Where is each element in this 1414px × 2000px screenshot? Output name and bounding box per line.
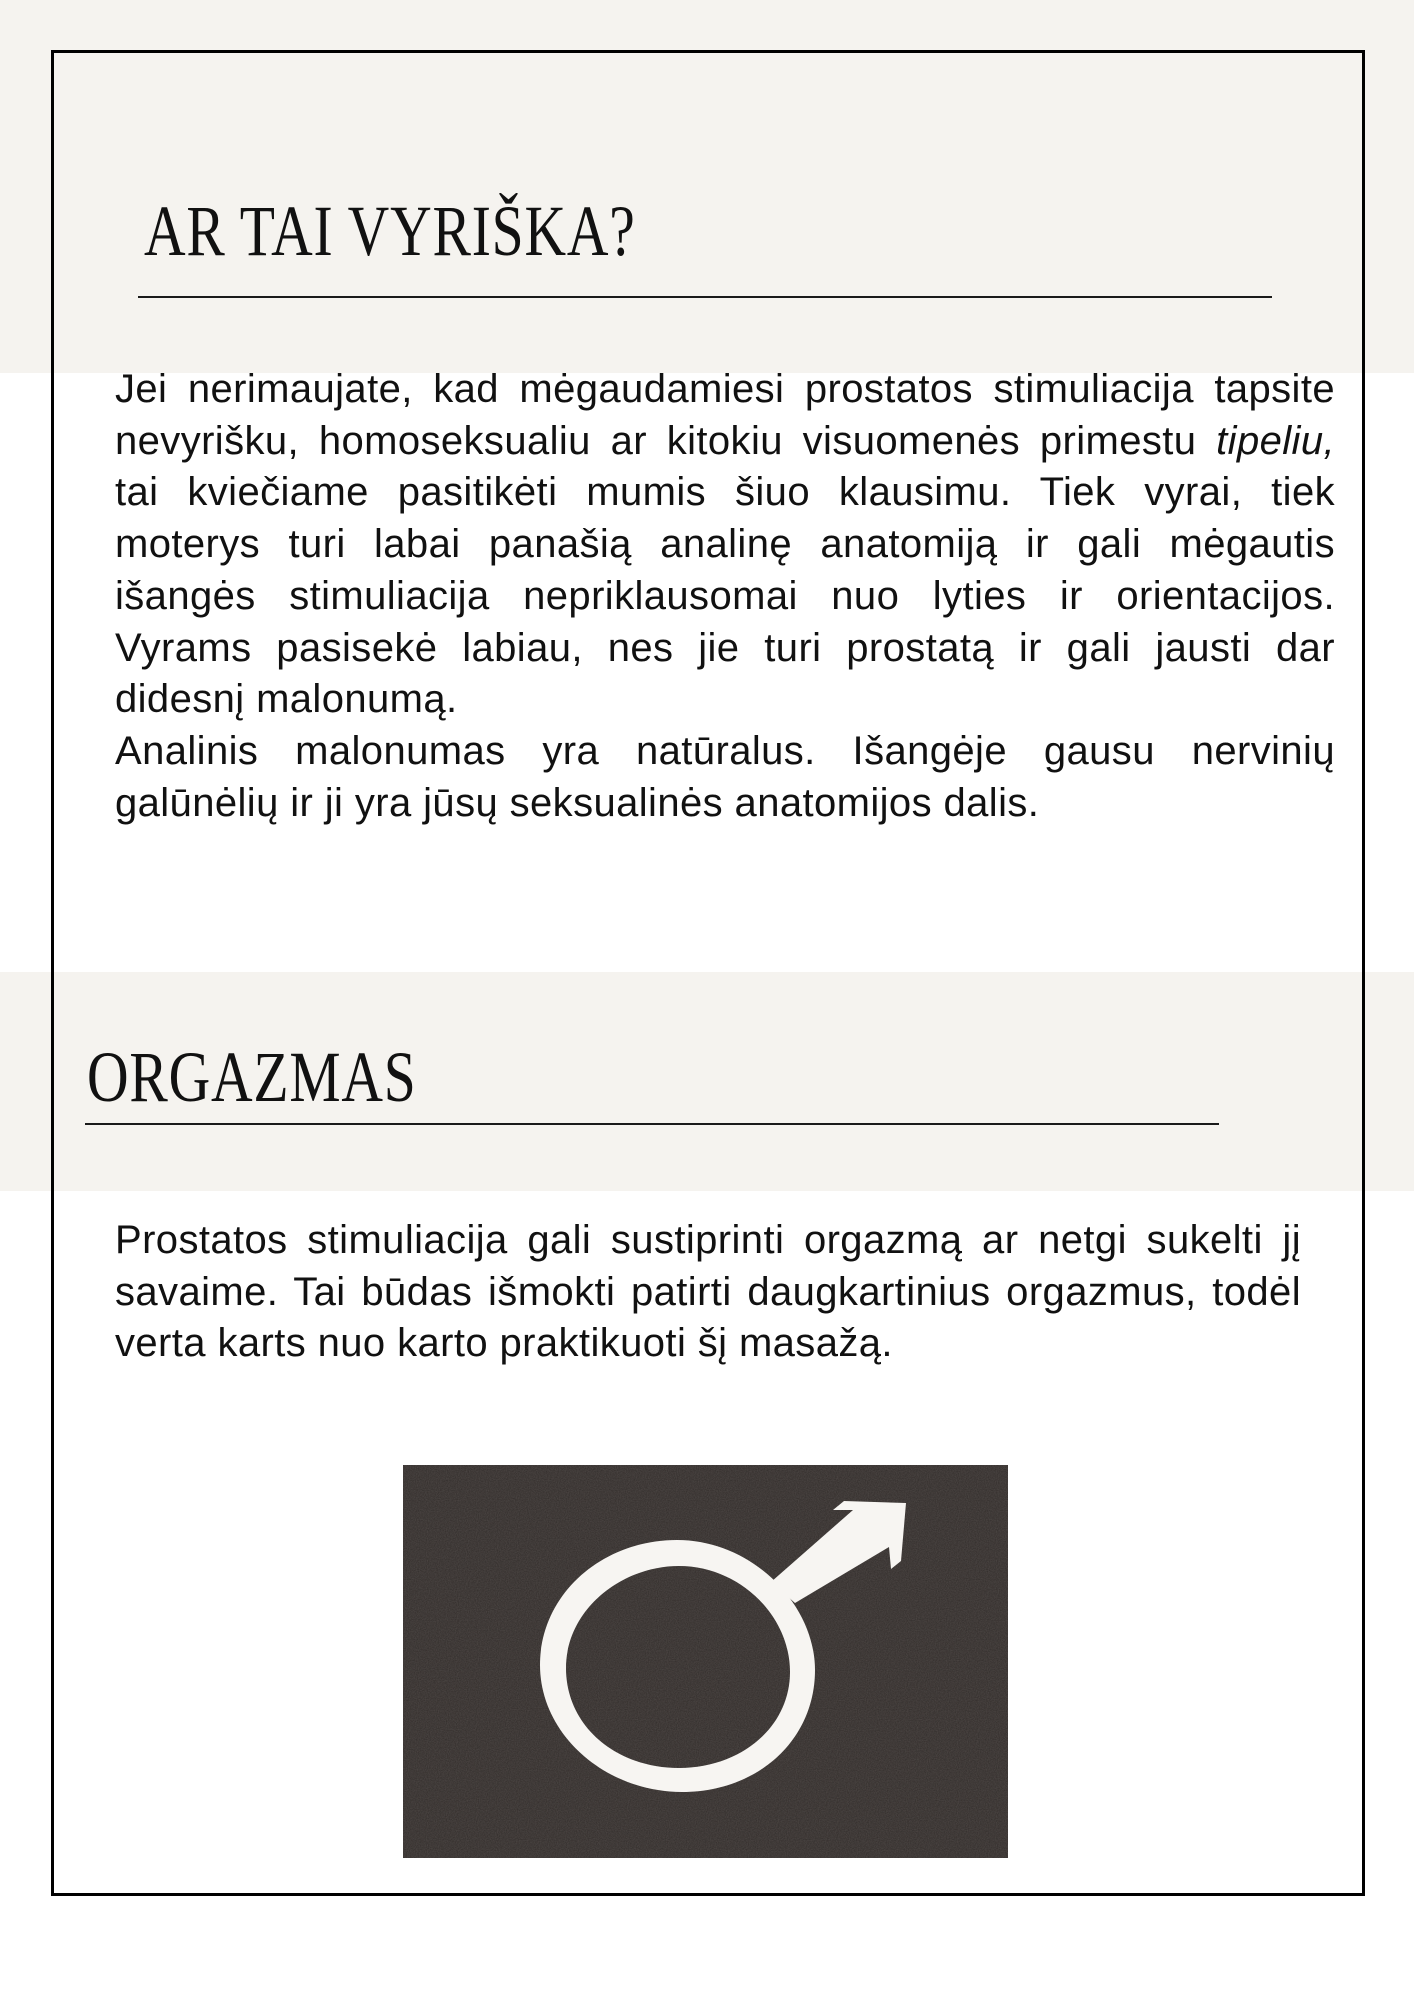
section-2-paragraph: Prostatos stimuliacija gali sustiprinti orgazmą ar netgi sukelti jį savaime. Tai būdas išmokti patirti daugkartinius orgazmus, todėl verta karts nuo karto praktikuoti šį masažą. bbox=[115, 1218, 1301, 1366]
section-2-divider bbox=[85, 1123, 1219, 1125]
section-2-heading: ORGAZMAS bbox=[87, 1037, 417, 1117]
male-symbol-photo bbox=[403, 1465, 1008, 1858]
photo-texture bbox=[403, 1465, 1008, 1858]
section-1-heading: AR TAI VYRIŠKA? bbox=[144, 191, 636, 271]
paragraph-1-text-a: Jei nerimaujate, kad mėgaudamiesi prostatos stimuliacija tapsite nevyrišku, homoseksualiu ar kitokiu visuomenės primestu bbox=[115, 367, 1335, 463]
header-band-1 bbox=[0, 0, 1414, 373]
paragraph-1-text-b: tai kviečiame pasitikėti mumis šiuo klausimu. Tiek vyrai, tiek moterys turi labai panašią analinę anatomiją ir gali mėgautis išangės stimuliacija nepriklausomai nuo lyties ir orientacijos. Vyrams pasisekė labiau, nes jie turi prostatą ir gali jausti dar didesnį malonumą. bbox=[115, 470, 1335, 722]
section-1-paragraph-1 bbox=[115, 364, 1335, 726]
paragraph-1-italic-word: tipeliu, bbox=[1216, 418, 1335, 463]
section-1-body bbox=[115, 364, 1335, 829]
section-1-divider bbox=[138, 296, 1272, 298]
male-symbol-icon bbox=[403, 1465, 1008, 1858]
section-1-paragraph-2: Analinis malonumas yra natūralus. Išangėje gausu nervinių galūnėlių ir ji yra jūsų seksualinės anatomijos dalis. bbox=[115, 728, 1335, 825]
